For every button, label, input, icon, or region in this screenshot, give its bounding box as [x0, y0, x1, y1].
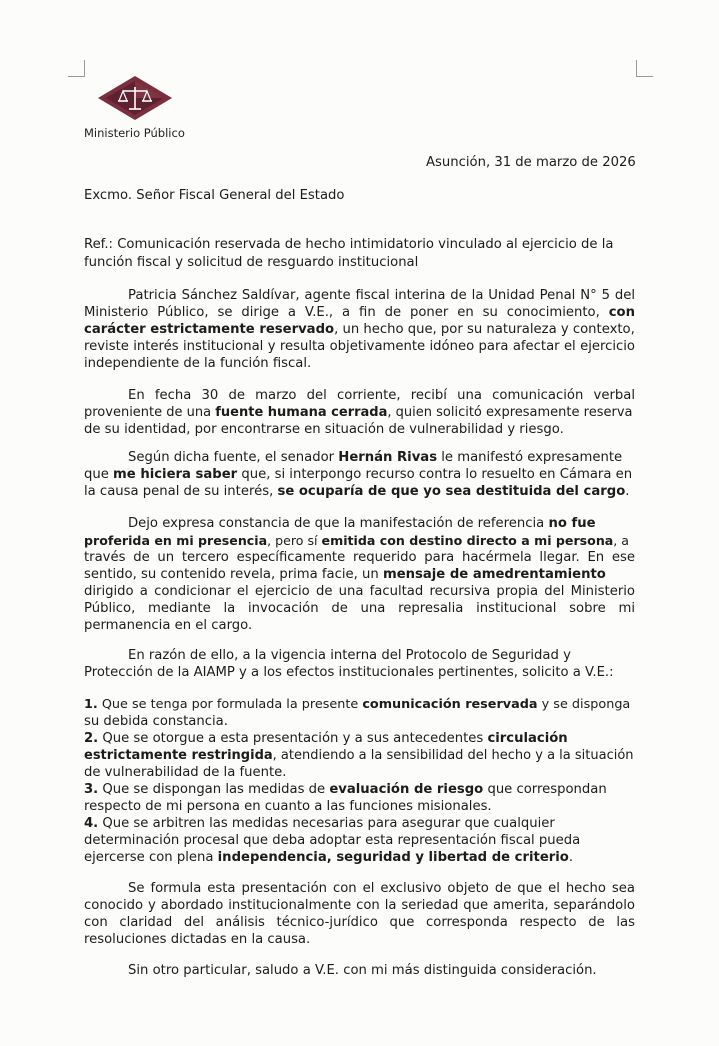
text-line: resoluciones dictadas en la causa.: [84, 932, 311, 947]
crop-mark-top-right: [636, 60, 653, 77]
institution-name: Ministerio Público: [84, 126, 185, 140]
text-line: Dejo expresa constancia de que la manifestación de referencia no fue: [128, 516, 596, 531]
text-line: Patricia Sánchez Saldívar, agente fiscal interina de la Unidad Penal N° 5 del: [128, 288, 635, 303]
list-item-continuation: determinación procesal que deba adoptar esta representación fiscal pueda: [84, 833, 581, 848]
text-line: proferida en mi presencia, pero sí emitida con destino directo a mi persona, a: [84, 533, 630, 548]
text-line: permanencia en el cargo.: [84, 618, 253, 633]
text-line: independiente de la función fiscal.: [84, 356, 312, 371]
text-line: conocido y abordado institucionalmente con la seriedad que amerita, separándolo: [84, 898, 635, 913]
text-line: con claridad del análisis técnico-jurídico que corresponda respecto de las: [84, 915, 635, 930]
list-item-continuation: ejercerse con plena independencia, seguridad y libertad de criterio.: [84, 850, 574, 865]
list-item: 4. Que se arbitren las medidas necesarias para asegurar que cualquier: [84, 816, 555, 831]
text-line: sentido, su contenido revela, prima facie, un mensaje de amedrentamiento: [84, 567, 606, 582]
list-item: 2. Que se otorgue a esta presentación y a sus antecedentes circulación: [84, 731, 568, 746]
list-item-continuation: de vulnerabilidad de la fuente.: [84, 765, 287, 780]
list-item: 3. Que se dispongan las medidas de evaluación de riesgo que correspondan: [84, 782, 607, 797]
text-line: Público, mediante la invocación de una represalia institucional sobre mi: [84, 601, 635, 616]
text-line: Ministerio Público, se dirige a V.E., a fin de poner en su conocimiento, con: [84, 305, 635, 320]
text-line: Protección de la AIAMP y a los efectos institucionales pertinentes, solicito a V.E.:: [84, 665, 614, 680]
text-line: Se formula esta presentación con el exclusivo objeto de que el hecho sea: [128, 881, 635, 896]
text-line: En fecha 30 de marzo del corriente, recibí una comunicación verbal: [128, 388, 635, 403]
list-item-continuation: su debida constancia.: [84, 714, 228, 729]
ministerio-publico-logo: [98, 76, 172, 120]
text-line: la causa penal de su interés, se ocuparía de que yo sea destituida del cargo.: [84, 484, 630, 499]
crop-mark-top-left: [68, 60, 85, 77]
addressee: Excmo. Señor Fiscal General del Estado: [84, 188, 345, 203]
list-item-continuation: respecto de mi persona en cuanto a las funciones misionales.: [84, 799, 492, 814]
text-line: través de un tercero específicamente requerido para hacérmela llegar. En ese: [84, 550, 635, 565]
list-item: 1. Que se tenga por formulada la presente comunicación reservada y se disponga: [84, 697, 631, 712]
text-line: que me hiciera saber que, si interpongo recurso contra lo resuelto en Cámara en: [84, 467, 633, 482]
closing-line: Sin otro particular, saludo a V.E. con mi más distinguida consideración.: [128, 963, 597, 978]
list-item-continuation: estrictamente restringida, atendiendo a la sensibilidad del hecho y a la situación: [84, 748, 634, 763]
text-line: proveniente de una fuente humana cerrada, quien solicitó expresamente reserva: [84, 405, 633, 420]
reference-line: función fiscal y solicitud de resguardo institucional: [84, 255, 419, 270]
text-line: carácter estrictamente reservado, un hecho que, por su naturaleza y contexto,: [84, 322, 635, 337]
text-line: reviste interés institucional y resulta objetivamente idóneo para afectar el ejercicio: [84, 339, 635, 354]
text-line: dirigido a condicionar el ejercicio de una facultad recursiva propia del Ministerio: [84, 584, 635, 599]
text-line: Según dicha fuente, el senador Hernán Rivas le manifestó expresamente: [128, 450, 623, 465]
letter-date: Asunción, 31 de marzo de 2026: [426, 155, 636, 170]
reference-line: Ref.: Comunicación reservada de hecho intimidatorio vinculado al ejercicio de la: [84, 237, 614, 252]
text-line: En razón de ello, a la vigencia interna del Protocolo de Seguridad y: [128, 648, 571, 663]
text-line: de su identidad, por encontrarse en situación de vulnerabilidad y riesgo.: [84, 422, 564, 437]
